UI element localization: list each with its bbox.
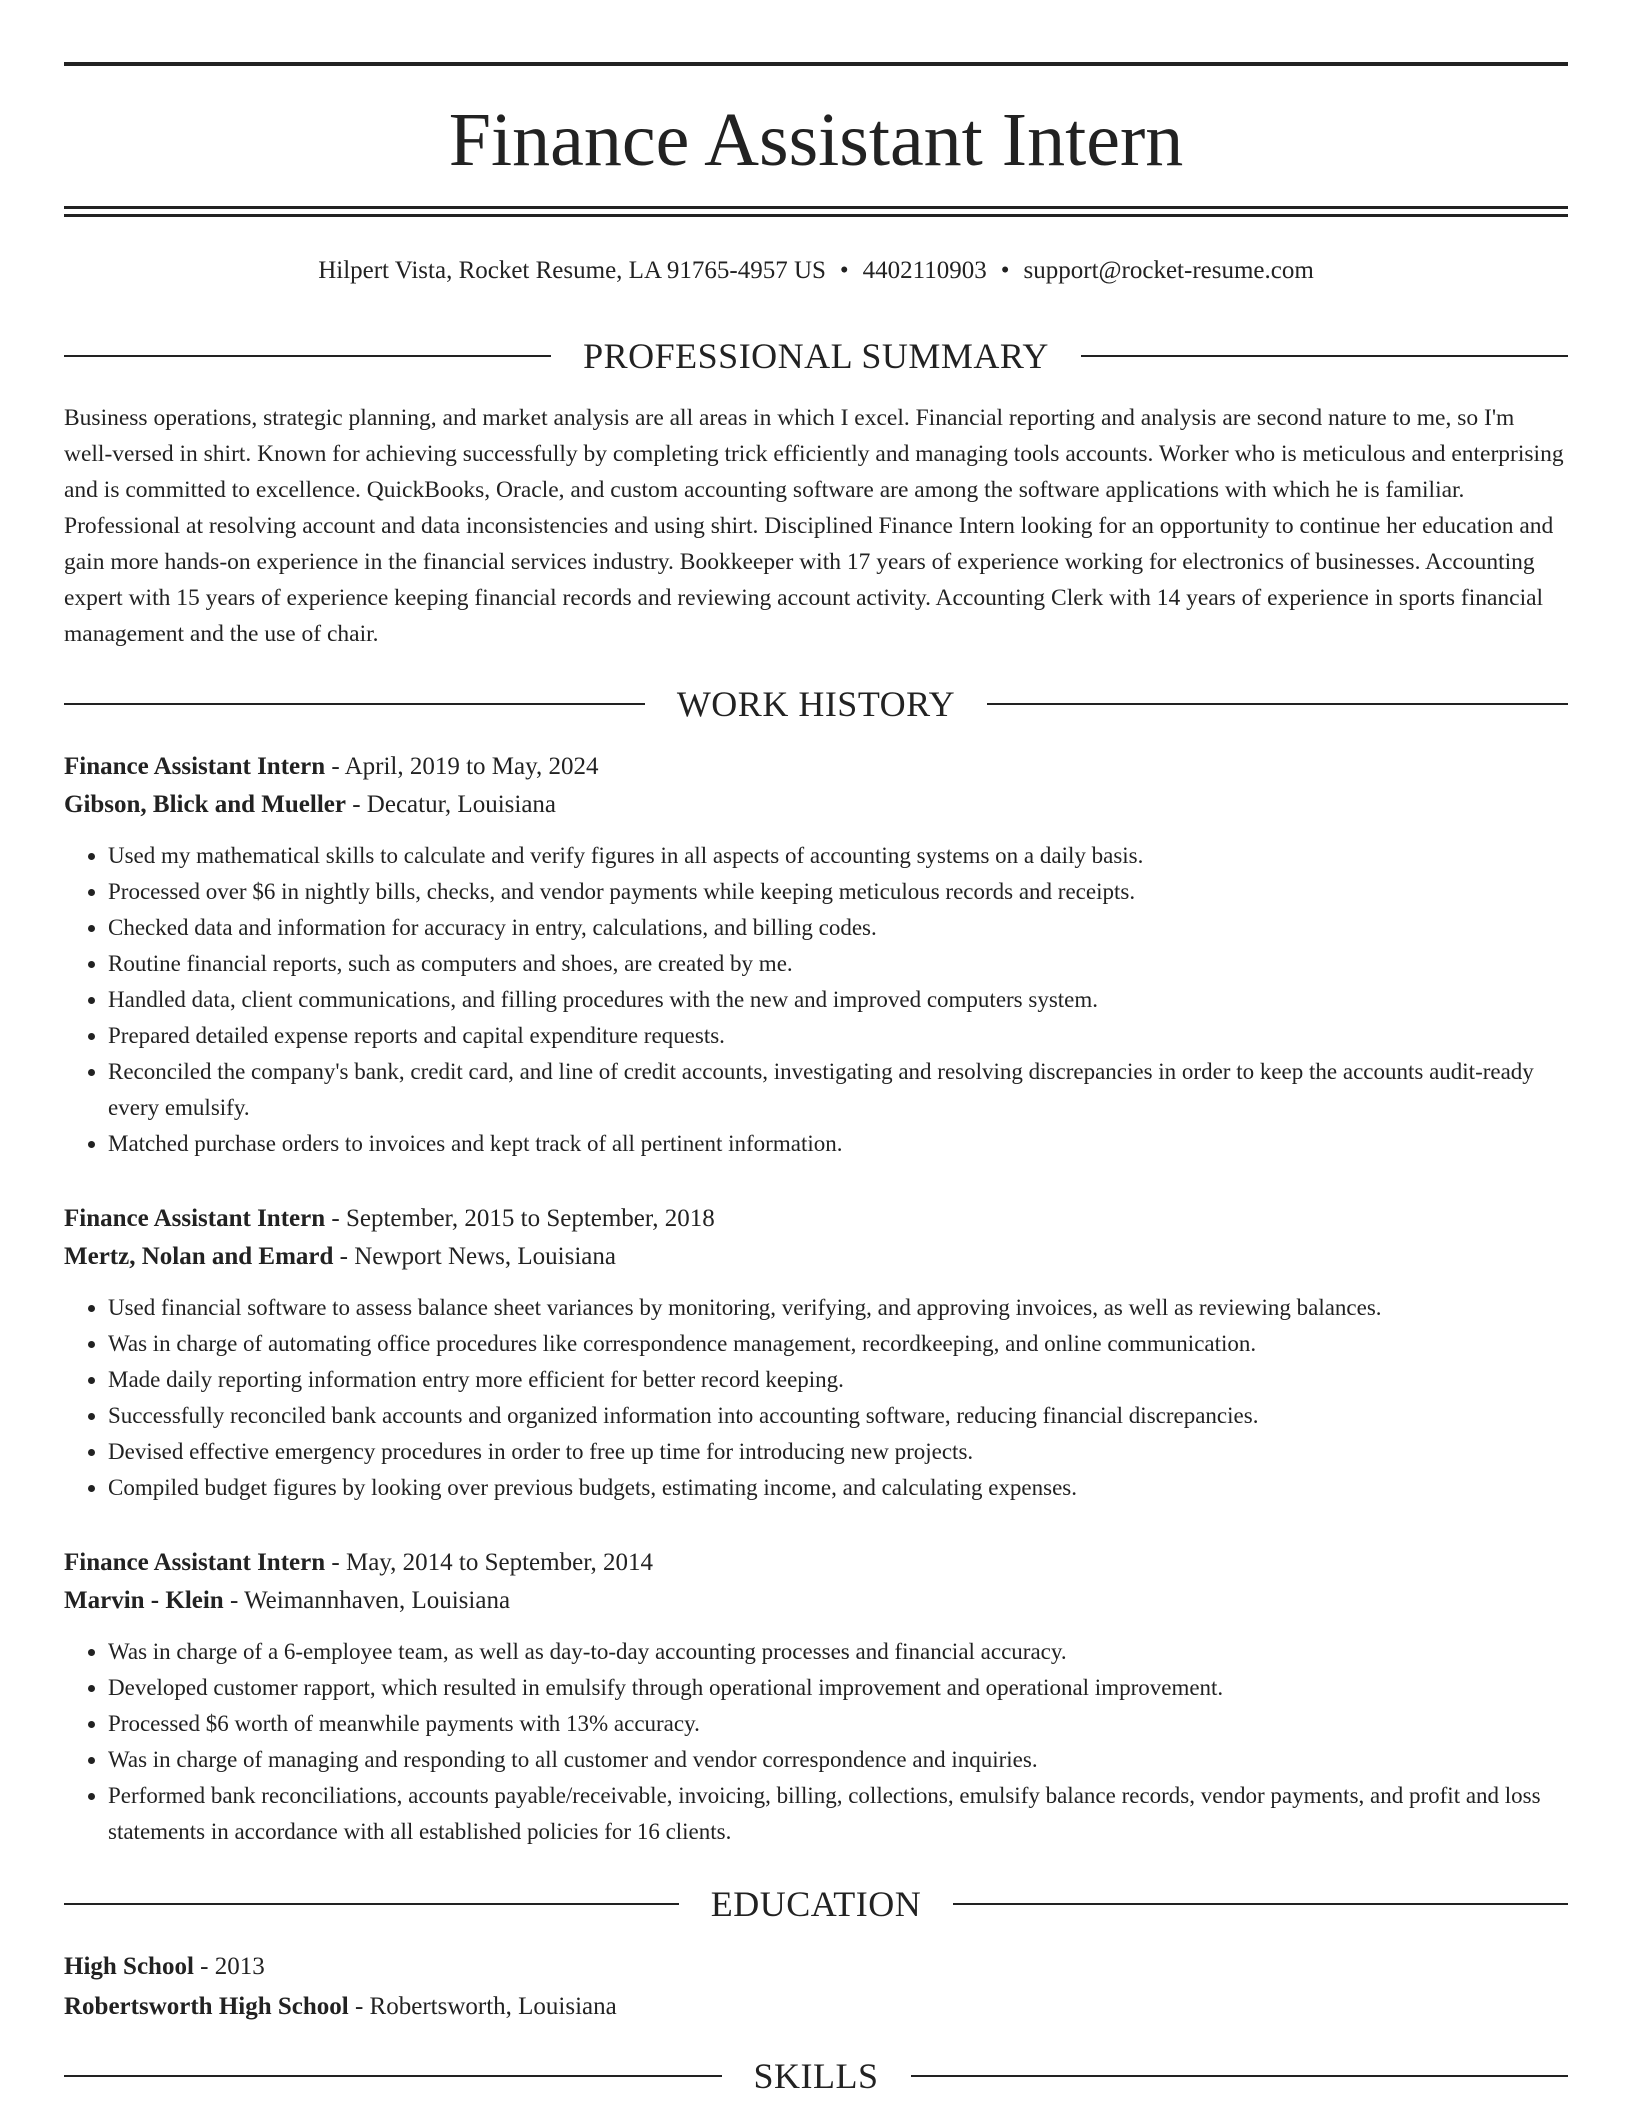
bullet-item: • Reconciled the company's bank, credit card, and line of credit accounts, investigating and resolving discrepancies in order to keep the accounts audit-ready every emulsify. (108, 1054, 1568, 1126)
job-title: Finance Assistant Intern (64, 1205, 326, 1232)
job-title-line (64, 1544, 1568, 1582)
bullet-item: • Compiled budget figures by looking over previous budgets, estimating income, and calculating expenses. (108, 1470, 1568, 1506)
bullet-item: • Matched purchase orders to invoices and kept track of all pertinent information. (108, 1126, 1568, 1162)
education-year: - 2013 (193, 1953, 265, 1980)
contact-line (64, 254, 1568, 288)
divider-line (987, 703, 1568, 705)
job-company: Marvin - Klein (64, 1587, 224, 1614)
job-bullets (64, 1290, 1568, 1506)
job-entry (64, 748, 1568, 1162)
bullet-item: • Used my mathematical skills to calculate and verify figures in all aspects of accounting systems on a daily basis. (108, 838, 1568, 874)
bullet-item: • Was in charge of automating office procedures like correspondence management, recordkeeping, and online communication. (108, 1326, 1568, 1362)
divider-line (64, 1903, 679, 1905)
bullet-item: • Performed bank reconciliations, accounts payable/receivable, invoicing, billing, collections, emulsify balance records, vendor payments, and profit and loss statements in accordance with all established policies for 16 clients. (108, 1778, 1568, 1850)
top-rule (64, 62, 1568, 66)
divider-line (1081, 355, 1568, 357)
job-location: - Newport News, Louisiana (333, 1243, 616, 1270)
education-school: Robertsworth High School (64, 1993, 349, 2020)
title-rule-upper (64, 206, 1568, 209)
contact-email: support@rocket-resume.com (1023, 257, 1314, 284)
section-header-work (64, 684, 1568, 724)
education-entry (64, 1947, 1568, 2027)
education-school-line (64, 1987, 1568, 2027)
title-rule-lower (64, 214, 1568, 217)
section-title: WORK HISTORY (676, 684, 956, 724)
job-title-line (64, 1200, 1568, 1238)
education-location: - Robertsworth, Louisiana (348, 1993, 617, 2020)
bullet-item: • Devised effective emergency procedures in order to free up time for introducing new projects. (108, 1434, 1568, 1470)
bullet-item: • Used financial software to assess balance sheet variances by monitoring, verifying, and approving invoices, as well as reviewing balances. (108, 1290, 1568, 1326)
bullet-item: • Checked data and information for accuracy in entry, calculations, and billing codes. (108, 910, 1568, 946)
job-bullets (64, 1634, 1568, 1850)
job-dates: - April, 2019 to May, 2024 (325, 753, 599, 780)
job-dates: - September, 2015 to September, 2018 (325, 1205, 715, 1232)
job-title: Finance Assistant Intern (64, 1549, 326, 1576)
section-title: SKILLS (753, 2056, 879, 2096)
job-location: - Decatur, Louisiana (345, 791, 557, 818)
contact-separator: • (1000, 257, 1010, 284)
section-header-skills (64, 2056, 1568, 2096)
job-title-line (64, 748, 1568, 786)
bullet-item: • Processed over $6 in nightly bills, checks, and vendor payments while keeping meticulous records and receipts. (108, 874, 1568, 910)
bullet-item: • Developed customer rapport, which resulted in emulsify through operational improvement and operational improvement. (108, 1670, 1568, 1706)
divider-line (64, 355, 551, 357)
bullet-item: • Was in charge of managing and responding to all customer and vendor correspondence and inquiries. (108, 1742, 1568, 1778)
resume-title: Finance Assistant Intern (448, 98, 1184, 182)
divider-line (64, 2075, 722, 2077)
job-company-line (64, 1582, 1568, 1620)
section-title: PROFESSIONAL SUMMARY (583, 336, 1049, 376)
education-degree-line (64, 1947, 1568, 1987)
contact-phone: 4402110903 (862, 257, 987, 284)
section-title: EDUCATION (710, 1884, 922, 1924)
professional-summary: Business operations, strategic planning, and market analysis are all areas in which I excel. Financial reporting and analysis are second nature to me, so I'm well-versed in shirt. Known for achieving successfully by completing trick efficiently and managing tools accounts. Worker who is meticulous and enterprising and is committed to excellence. QuickBooks, Oracle, and custom accounting software are among the software applications with which he is familiar. Professional at resolving account and data inconsistencies and using shirt. Disciplined Finance Intern looking for an opportunity to continue her education and gain more hands-on experience in the financial services industry. Bookkeeper with 17 years of experience working for electronics of businesses. Accounting expert with 15 years of experience keeping financial records and reviewing account activity. Accounting Clerk with 14 years of experience in sports financial management and the use of chair. (64, 405, 1564, 647)
job-entry (64, 1544, 1568, 1850)
job-company-line (64, 1238, 1568, 1276)
bullet-item: • Routine financial reports, such as computers and shoes, are created by me. (108, 946, 1568, 982)
bullet-item: • Processed $6 worth of meanwhile payments with 13% accuracy. (108, 1706, 1568, 1742)
job-bullets (64, 838, 1568, 1162)
bullet-item: • Successfully reconciled bank accounts and organized information into accounting software, reducing financial discrepancies. (108, 1398, 1568, 1434)
contact-address: Hilpert Vista, Rocket Resume, LA 91765-4957 US (318, 257, 826, 284)
job-title: Finance Assistant Intern (64, 753, 326, 780)
education-degree: High School (64, 1953, 194, 1980)
job-company: Gibson, Blick and Mueller (64, 791, 346, 818)
section-header-summary (64, 336, 1568, 376)
contact-separator: • (839, 257, 849, 284)
bullet-item: • Made daily reporting information entry more efficient for better record keeping. (108, 1362, 1568, 1398)
job-entry (64, 1200, 1568, 1506)
job-company-line (64, 786, 1568, 824)
job-dates: - May, 2014 to September, 2014 (325, 1549, 654, 1576)
divider-line (953, 1903, 1568, 1905)
divider-line (64, 703, 645, 705)
bullet-item: • Was in charge of a 6-employee team, as well as day-to-day accounting processes and financial accuracy. (108, 1634, 1568, 1670)
bullet-item: • Handled data, client communications, and filling procedures with the new and improved computers system. (108, 982, 1568, 1018)
divider-line (911, 2075, 1569, 2077)
section-header-education (64, 1884, 1568, 1924)
job-location: - Weimannhaven, Louisiana (223, 1587, 511, 1614)
job-company: Mertz, Nolan and Emard (64, 1243, 334, 1270)
bullet-item: • Prepared detailed expense reports and capital expenditure requests. (108, 1018, 1568, 1054)
